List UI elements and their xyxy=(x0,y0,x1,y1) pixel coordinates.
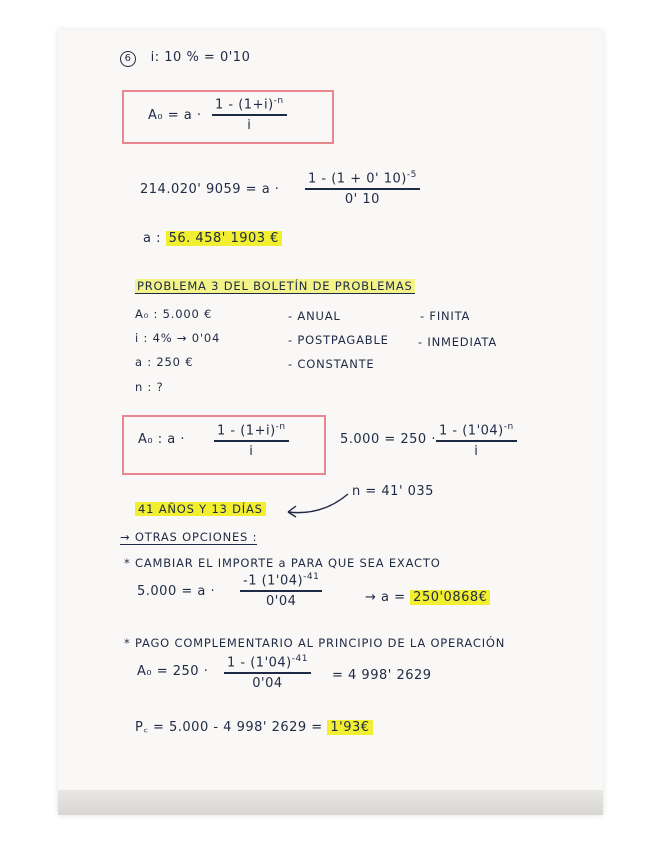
formula1-lhs: A₀ = a · xyxy=(148,108,202,123)
p3-feature-finita: - FINITA xyxy=(420,309,471,323)
p3-data-2: a : 250 € xyxy=(135,355,194,369)
p3-feature-inmediata: - INMEDIATA xyxy=(418,335,498,349)
option2-result: = 4 998' 2629 xyxy=(332,668,432,683)
problem3-title xyxy=(135,279,415,293)
eq2-exponent: -n xyxy=(503,422,514,432)
option1-result-value: 250'0868€ xyxy=(410,590,490,605)
formula2-denominator: i xyxy=(249,443,254,459)
p3-feature-constante: - CONSTANTE xyxy=(288,357,375,371)
result1 xyxy=(143,231,282,246)
problem3-title-text: PROBLEMA 3 DEL BOLETÍN DE PROBLEMAS xyxy=(137,279,413,293)
page-shadow xyxy=(58,790,603,815)
curved-arrow-icon xyxy=(282,488,352,523)
eq2-lhs: 5.000 = 250 · xyxy=(340,432,436,447)
option2-fraction xyxy=(224,654,311,691)
eq1-numerator: 1 - (1 + 0' 10) xyxy=(308,171,407,187)
p3-feature-anual: - ANUAL xyxy=(288,309,341,323)
eq1-denominator: 0' 10 xyxy=(344,191,380,207)
pc-line xyxy=(135,717,373,735)
n-result-text: 41 AÑOS Y 13 DÍAS xyxy=(135,502,266,516)
result1-label: a : xyxy=(143,231,161,246)
formula2-lhs: A₀ : a · xyxy=(138,432,185,447)
problem-number: 6 xyxy=(120,51,136,67)
option1-fraction xyxy=(240,572,322,609)
options-header-text: → OTRAS OPCIONES : xyxy=(120,530,258,544)
eq1-lhs: 214.020' 9059 = a · xyxy=(140,182,280,197)
option1-numerator: -1 (1'04) xyxy=(243,573,304,589)
eq1-fraction xyxy=(305,170,420,207)
p3-data-3: n : ? xyxy=(135,380,164,394)
eq2-denominator: i xyxy=(474,443,479,459)
option2-text: * PAGO COMPLEMENTARIO AL PRINCIPIO DE LA OPERACIÓN xyxy=(124,636,506,650)
option2-denominator: 0'04 xyxy=(252,675,283,691)
option1-result xyxy=(365,590,490,605)
rate-line: i: 10 % = 0'10 xyxy=(150,50,251,65)
option1-text: * CAMBIAR EL IMPORTE a PARA QUE SEA EXACTO xyxy=(124,556,441,570)
options-header xyxy=(120,530,257,544)
option1-lhs: 5.000 = a · xyxy=(137,584,216,599)
n-result xyxy=(135,502,266,516)
option2-exponent: -41 xyxy=(291,654,308,664)
formula2-fraction xyxy=(214,422,289,459)
formula1-numerator: 1 - (1+i) xyxy=(215,97,274,113)
result1-value: 56. 458' 1903 € xyxy=(166,231,282,246)
formula2-exponent: -n xyxy=(275,422,286,432)
formula1-exponent: -n xyxy=(273,96,284,106)
option1-arrow: → a = xyxy=(365,590,406,605)
p3-feature-postpagable: - POSTPAGABLE xyxy=(288,333,389,347)
option2-lhs: A₀ = 250 · xyxy=(137,664,209,679)
p3-data-0: A₀ : 5.000 € xyxy=(135,307,213,321)
n-value: n = 41' 035 xyxy=(352,484,434,499)
problem-header xyxy=(120,50,250,67)
eq2-fraction xyxy=(436,422,517,459)
p3-data-1: i : 4% → 0'04 xyxy=(135,331,221,345)
formula2-numerator: 1 - (1+i) xyxy=(217,423,276,439)
pc-result: 1'93€ xyxy=(327,720,372,735)
pc-expression: P꜀ = 5.000 - 4 998' 2629 = xyxy=(135,720,323,735)
eq2-numerator: 1 - (1'04) xyxy=(439,423,504,439)
option1-denominator: 0'04 xyxy=(265,593,297,609)
eq1-exponent: -5 xyxy=(406,170,417,180)
formula1-fraction xyxy=(212,96,287,133)
option1-exponent: -41 xyxy=(303,572,320,582)
formula1-denominator: i xyxy=(247,117,252,133)
option2-numerator: 1 - (1'04) xyxy=(227,655,292,671)
